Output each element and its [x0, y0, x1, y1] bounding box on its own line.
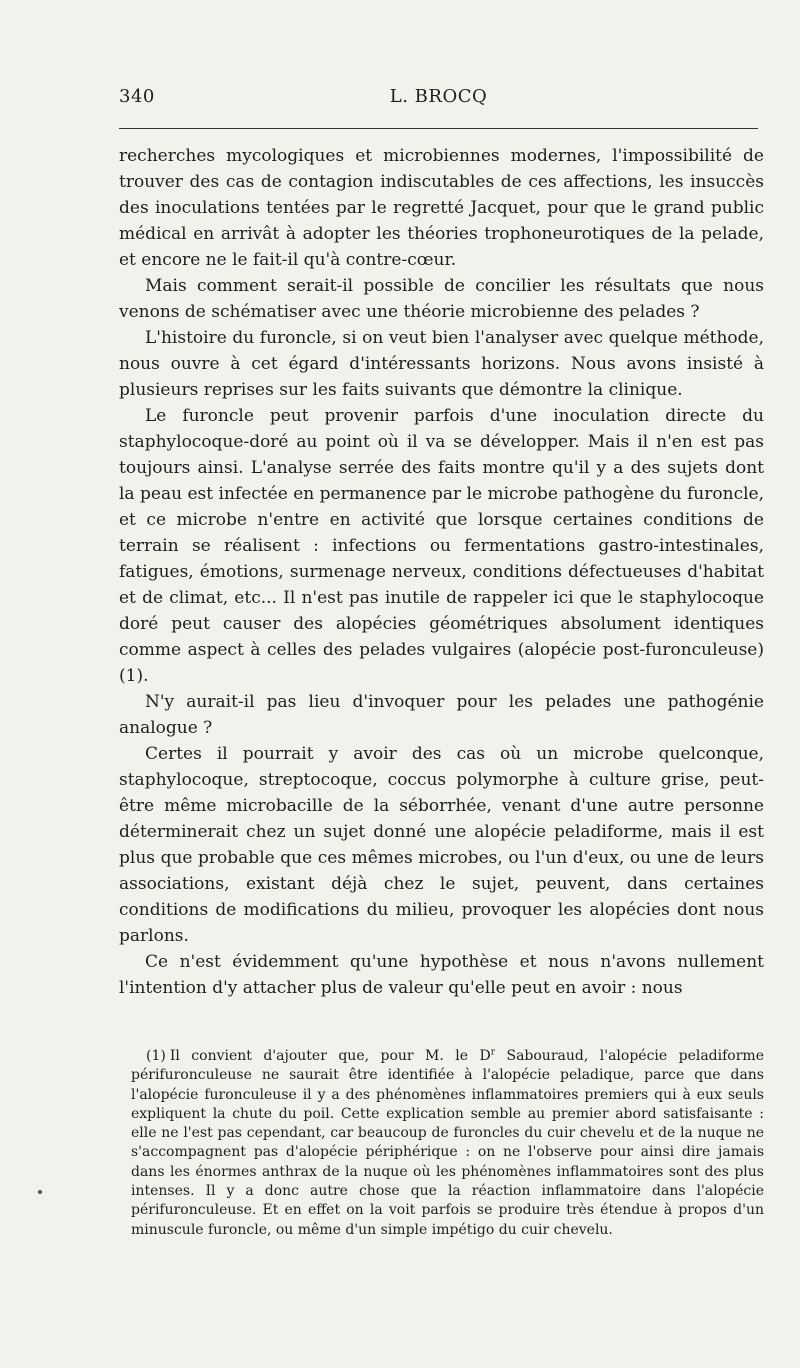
page-header: [119, 86, 758, 116]
footnote-text-start: Il convient d'ajouter que, pour M. le D: [169, 1048, 491, 1064]
body-text: [119, 143, 764, 1001]
paragraph: N'y aurait-il pas lieu d'invoquer pour les pelades une pathogénie analogue ?: [119, 692, 764, 738]
footnote: [131, 1047, 764, 1240]
page-number: 340: [119, 86, 155, 107]
paragraph: Le furoncle peut provenir parfois d'une inoculation directe du staphylocoque-doré au point où il va se développer. Mais il n'en est pas toujours ainsi. L'analyse serrée des faits montre qu'il y a des sujets dont la peau est infectée en permanence par le microbe pathogène du furoncle, et ce microbe n'entre en activité que lorsque certaines conditions de terrain se réalisent : infections ou fermentations gastro-intestinales, fatigues, émotions, surmenage nerveux, conditions défectueuses d'habitat et de climat, etc... Il n'est pas inutile de rappeler ici que le staphylocoque doré peut causer des alopécies géométriques absolument identiques comme aspect à celles des pelades vulgaires (alopécie post-furonculeuse) (1).: [119, 406, 764, 686]
footnote-superscript: r: [490, 1047, 496, 1058]
header-rule: [119, 128, 758, 129]
running-head: L. BROCQ: [389, 86, 488, 107]
paragraph: Certes il pourrait y avoir des cas où un microbe quelconque, staphylocoque, streptocoque, coccus polymorphe à culture grise, peut-être même microbacille de la séborrhée, venant d'une autre personne déterminerait chez un sujet donné une alopécie peladiforme, mais il est plus que probable que ces mêmes microbes, ou l'un d'eux, ou une de leurs associations, existant déjà chez le sujet, peuvent, dans certaines conditions de modifications du milieu, provoquer les alopécies dont nous parlons.: [119, 744, 764, 946]
footnote-text-rest: Sabouraud, l'alopécie peladiforme périfuronculeuse ne saurait être identifiée à l'alopécie peladique, parce que dans l'alopécie furonculeuse il y a des phénomènes inflammatoires premiers qui à eux seuls expliquent la chute du poil. Cette explication semble au premier abord satisfaisante : elle ne l'est pas cependant, car beaucoup de furoncles du cuir chevelu et de la nuque ne s'accompagnent pas d'alopécie périphérique : on ne l'observe pour ainsi dire jamais dans les énormes anthrax de la nuque où les phénomènes inflammatoires sont des plus intenses. Il y a donc autre chose que la réaction inflammatoire dans l'alopécie périfuronculeuse. Et en effet on la voit parfois se produire très étendue à propos d'un minuscule furoncle, ou même d'un simple impétigo du cuir chevelu.: [131, 1048, 764, 1238]
paragraph: Ce n'est évidemment qu'une hypothèse et nous n'avons nullement l'intention d'y attacher plus de valeur qu'elle peut en avoir : nous: [119, 952, 764, 998]
paragraph: recherches mycologiques et microbiennes modernes, l'impossibilité de trouver des cas de contagion indiscutables de ces affections, les insuccès des inoculations tentées par le regretté Jacquet, pour que le grand public médical en arrivât à adopter les théories trophoneurotiques de la pelade, et encore ne le fait-il qu'à contre-cœur.: [119, 146, 764, 270]
paper-speck: [38, 1190, 42, 1194]
footnotes: [131, 1047, 764, 1240]
footnote-marker: (1): [146, 1048, 166, 1064]
paragraph: L'histoire du furoncle, si on veut bien l'analyser avec quelque méthode, nous ouvre à cet égard d'intéressants horizons. Nous avons insisté à plusieurs reprises sur les faits suivants que démontre la clinique.: [119, 328, 764, 400]
paragraph: Mais comment serait-il possible de concilier les résultats que nous venons de schématiser avec une théorie microbienne des pelades ?: [119, 276, 764, 322]
